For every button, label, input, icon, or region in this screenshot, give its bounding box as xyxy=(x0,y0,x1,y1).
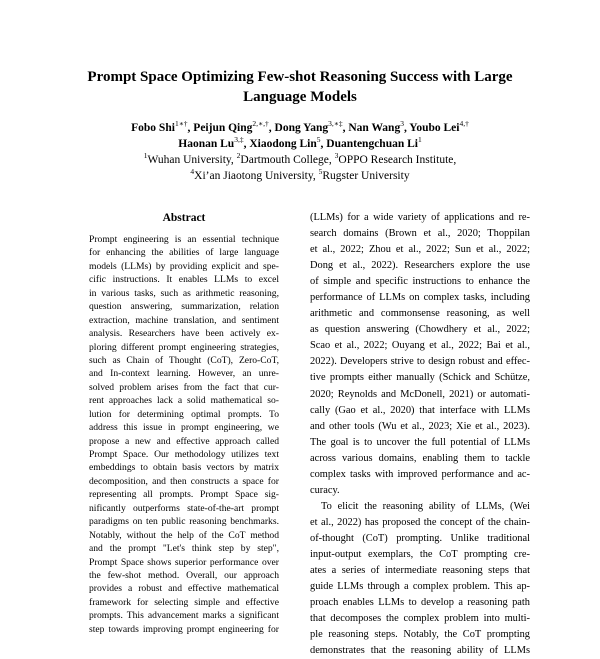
abstract-line: Prompt Space shows superior performance over xyxy=(89,556,279,568)
body-line: ple reasoning steps. Notably, the CoT prompting xyxy=(310,629,530,641)
author-mark: 1∗† xyxy=(174,119,188,129)
body-line: across various domains, enabling them to tackle xyxy=(310,452,530,464)
affiliation-name: Wuhan University, xyxy=(147,154,237,166)
abstract-line: ploring different prompt engineering strategies, xyxy=(89,341,279,353)
affiliation-mark: 3 xyxy=(334,151,339,161)
author-mark: 2,∗,† xyxy=(252,119,269,129)
body-text-column xyxy=(310,210,530,659)
abstract-line: and the prompt "Let's think step by step", xyxy=(89,543,279,555)
body-line: guide LLMs through a complex problem. This ap- xyxy=(310,581,530,593)
abstract-line: models (LLMs) by providing explicit and spe- xyxy=(89,260,279,272)
author-separator: , xyxy=(342,122,349,134)
abstract-line: extraction, machine translation, and sentiment xyxy=(89,314,279,326)
affiliation-mark: 5 xyxy=(318,167,323,177)
affiliation-name: OPPO Research Institute, xyxy=(338,154,457,166)
body-line: of-thought (CoT) prompting. Unlike traditional xyxy=(310,532,530,544)
author-separator: , xyxy=(320,138,327,150)
author-name: Nan Wang xyxy=(348,122,401,134)
abstract-line: Prompt engineering is an essential technique xyxy=(89,234,279,245)
abstract-line: for enhancing the abilities of large language xyxy=(89,247,279,259)
abstract-line: nificantly outperforms state-of-the-art prompt xyxy=(89,502,279,514)
body-line: and other tools (Wu et al., 2023; Xie et al., 2023). xyxy=(310,420,530,432)
title-line: Prompt Space Optimizing Few-shot Reasoning Success with Large xyxy=(87,69,513,85)
body-line: cally (Gao et al., 2020) that interface with LLMs xyxy=(310,404,530,416)
body-line: 2020; Reynolds and McDonell, 2021) or automati- xyxy=(310,388,530,400)
abstract-line: and In-context learning. However, an unre- xyxy=(89,368,279,380)
body-line: ates a series of intermediate reasoning steps that xyxy=(310,565,530,577)
body-line: To elicit the reasoning ability of LLMs, (Wei xyxy=(321,500,530,512)
author-name: Youbo Lei xyxy=(409,122,460,134)
body-line: arithmetic and commonsense reasoning, as well xyxy=(310,308,530,320)
author-mark: 5 xyxy=(316,135,321,145)
author-separator: , xyxy=(187,122,194,134)
abstract-line: the few-shot method. Overall, our approach xyxy=(89,569,279,581)
abstract-line: rent approaches lack a solid mathematical so- xyxy=(89,395,279,407)
abstract-line: such as Chain of Thought (CoT), Zero-CoT, xyxy=(89,354,279,366)
abstract-line: framework for selecting simple and effective xyxy=(89,596,279,608)
abstract-line: solved problem arises from the fact that cur- xyxy=(89,381,279,393)
body-line: as question answering (Chowdhery et al., 2022; xyxy=(310,324,530,336)
affiliation-name: Rugster University xyxy=(322,170,410,182)
abstract-line: lution for determining optimal prompts. To xyxy=(89,408,279,420)
title-line: Language Models xyxy=(243,89,357,105)
body-line: et al., 2022; Zhou et al., 2022; Sun et al., 2022; xyxy=(310,244,530,256)
body-line: curacy. xyxy=(310,484,340,496)
body-line: Dong et al., 2022). Researchers explore the use xyxy=(310,260,530,272)
abstract-line: decomposition, and then constructs a space for xyxy=(89,475,279,487)
body-line: tive prompts either manually (Schick and Schütze, xyxy=(310,372,530,384)
affiliation-mark: 1 xyxy=(143,151,148,161)
affiliation-name: Xi’an Jiaotong University, xyxy=(194,170,319,182)
author-list xyxy=(40,136,560,152)
body-line: demonstrates that the reasoning ability of LLMs xyxy=(310,645,530,657)
author-name: Haonan Lu xyxy=(178,138,235,150)
body-line: complex tasks with improved performance and ac- xyxy=(310,468,530,480)
author-mark: 3,‡ xyxy=(234,135,244,145)
abstract-line: analysis. Researchers have been actively ex- xyxy=(89,328,279,340)
abstract-line: cific instructions. It enables LLMs to excel xyxy=(89,274,279,286)
abstract-line: prompts. This advancement marks a significant xyxy=(89,610,279,622)
affiliation-name: Dartmouth College, xyxy=(240,154,335,166)
body-line: that decomposes the complex problem into multi- xyxy=(310,613,530,625)
author-separator: , xyxy=(268,122,275,134)
abstract-heading: Abstract xyxy=(162,212,206,224)
author-name: Xiaodong Lin xyxy=(249,138,317,150)
body-line: (LLMs) for a wide variety of applications and re- xyxy=(310,212,530,223)
author-block xyxy=(40,120,560,184)
abstract-line: in various tasks, such as arithmetic reasoning, xyxy=(89,287,279,299)
affiliation-list xyxy=(40,152,560,168)
abstract-line: propose a new and effective approach called xyxy=(89,435,279,447)
abstract-line: address this issue in prompt engineering, we xyxy=(89,422,279,434)
author-separator: , xyxy=(403,122,410,134)
body-line: of simple and specific instructions to enhance the xyxy=(310,276,530,288)
body-line: proach enables LLMs to develop a reasoning path xyxy=(310,597,530,609)
body-line: 2022). Developers strive to design robust and effec- xyxy=(310,356,530,368)
abstract-line: Prompt Space. Our methodology utilizes text xyxy=(89,449,279,460)
abstract-line: Notably, without the help of the CoT method xyxy=(89,529,279,541)
author-name: Fobo Shi xyxy=(131,122,175,134)
abstract-line: question answering, summarization, relation xyxy=(89,301,279,313)
body-line: The goal is to uncover the full potential of LLMs xyxy=(310,436,530,448)
affiliation-list xyxy=(40,168,560,184)
paper-title xyxy=(60,67,540,107)
body-line: search domains (Brown et al., 2020; Thoppilan xyxy=(310,228,530,240)
author-mark: 3,∗‡ xyxy=(328,119,343,129)
author-mark: 4,† xyxy=(459,119,469,129)
body-line: performance of LLMs on complex tasks, including xyxy=(310,292,530,304)
body-line: input-output exemplars, the CoT prompting cre- xyxy=(310,548,530,560)
author-name: Peijun Qing xyxy=(193,122,253,134)
author-list xyxy=(40,120,560,136)
author-mark: 3 xyxy=(400,119,404,129)
abstract-line: paradigms on ten public reasoning benchmarks. xyxy=(89,516,279,528)
author-mark: 1 xyxy=(417,135,422,145)
abstract-line: representing all prompts. Prompt Space sig- xyxy=(89,489,279,501)
abstract-line: embeddings to obtain basis vectors by matrix xyxy=(89,462,279,474)
affiliation-mark: 2 xyxy=(236,151,241,161)
abstract-line: provides a robust and effective mathematical xyxy=(89,583,279,595)
abstract-text xyxy=(89,233,279,636)
abstract-line: step towards improving prompt engineering for xyxy=(89,623,279,635)
body-line: Scao et al., 2022; Ouyang et al., 2022; Bai et al., xyxy=(310,340,530,352)
author-separator: , xyxy=(243,138,250,150)
affiliation-mark: 4 xyxy=(190,167,195,177)
author-name: Duantengchuan Li xyxy=(326,138,418,150)
author-name: Dong Yang xyxy=(274,122,329,134)
body-line: et al., 2022) has proposed the concept of the chain- xyxy=(310,516,530,528)
